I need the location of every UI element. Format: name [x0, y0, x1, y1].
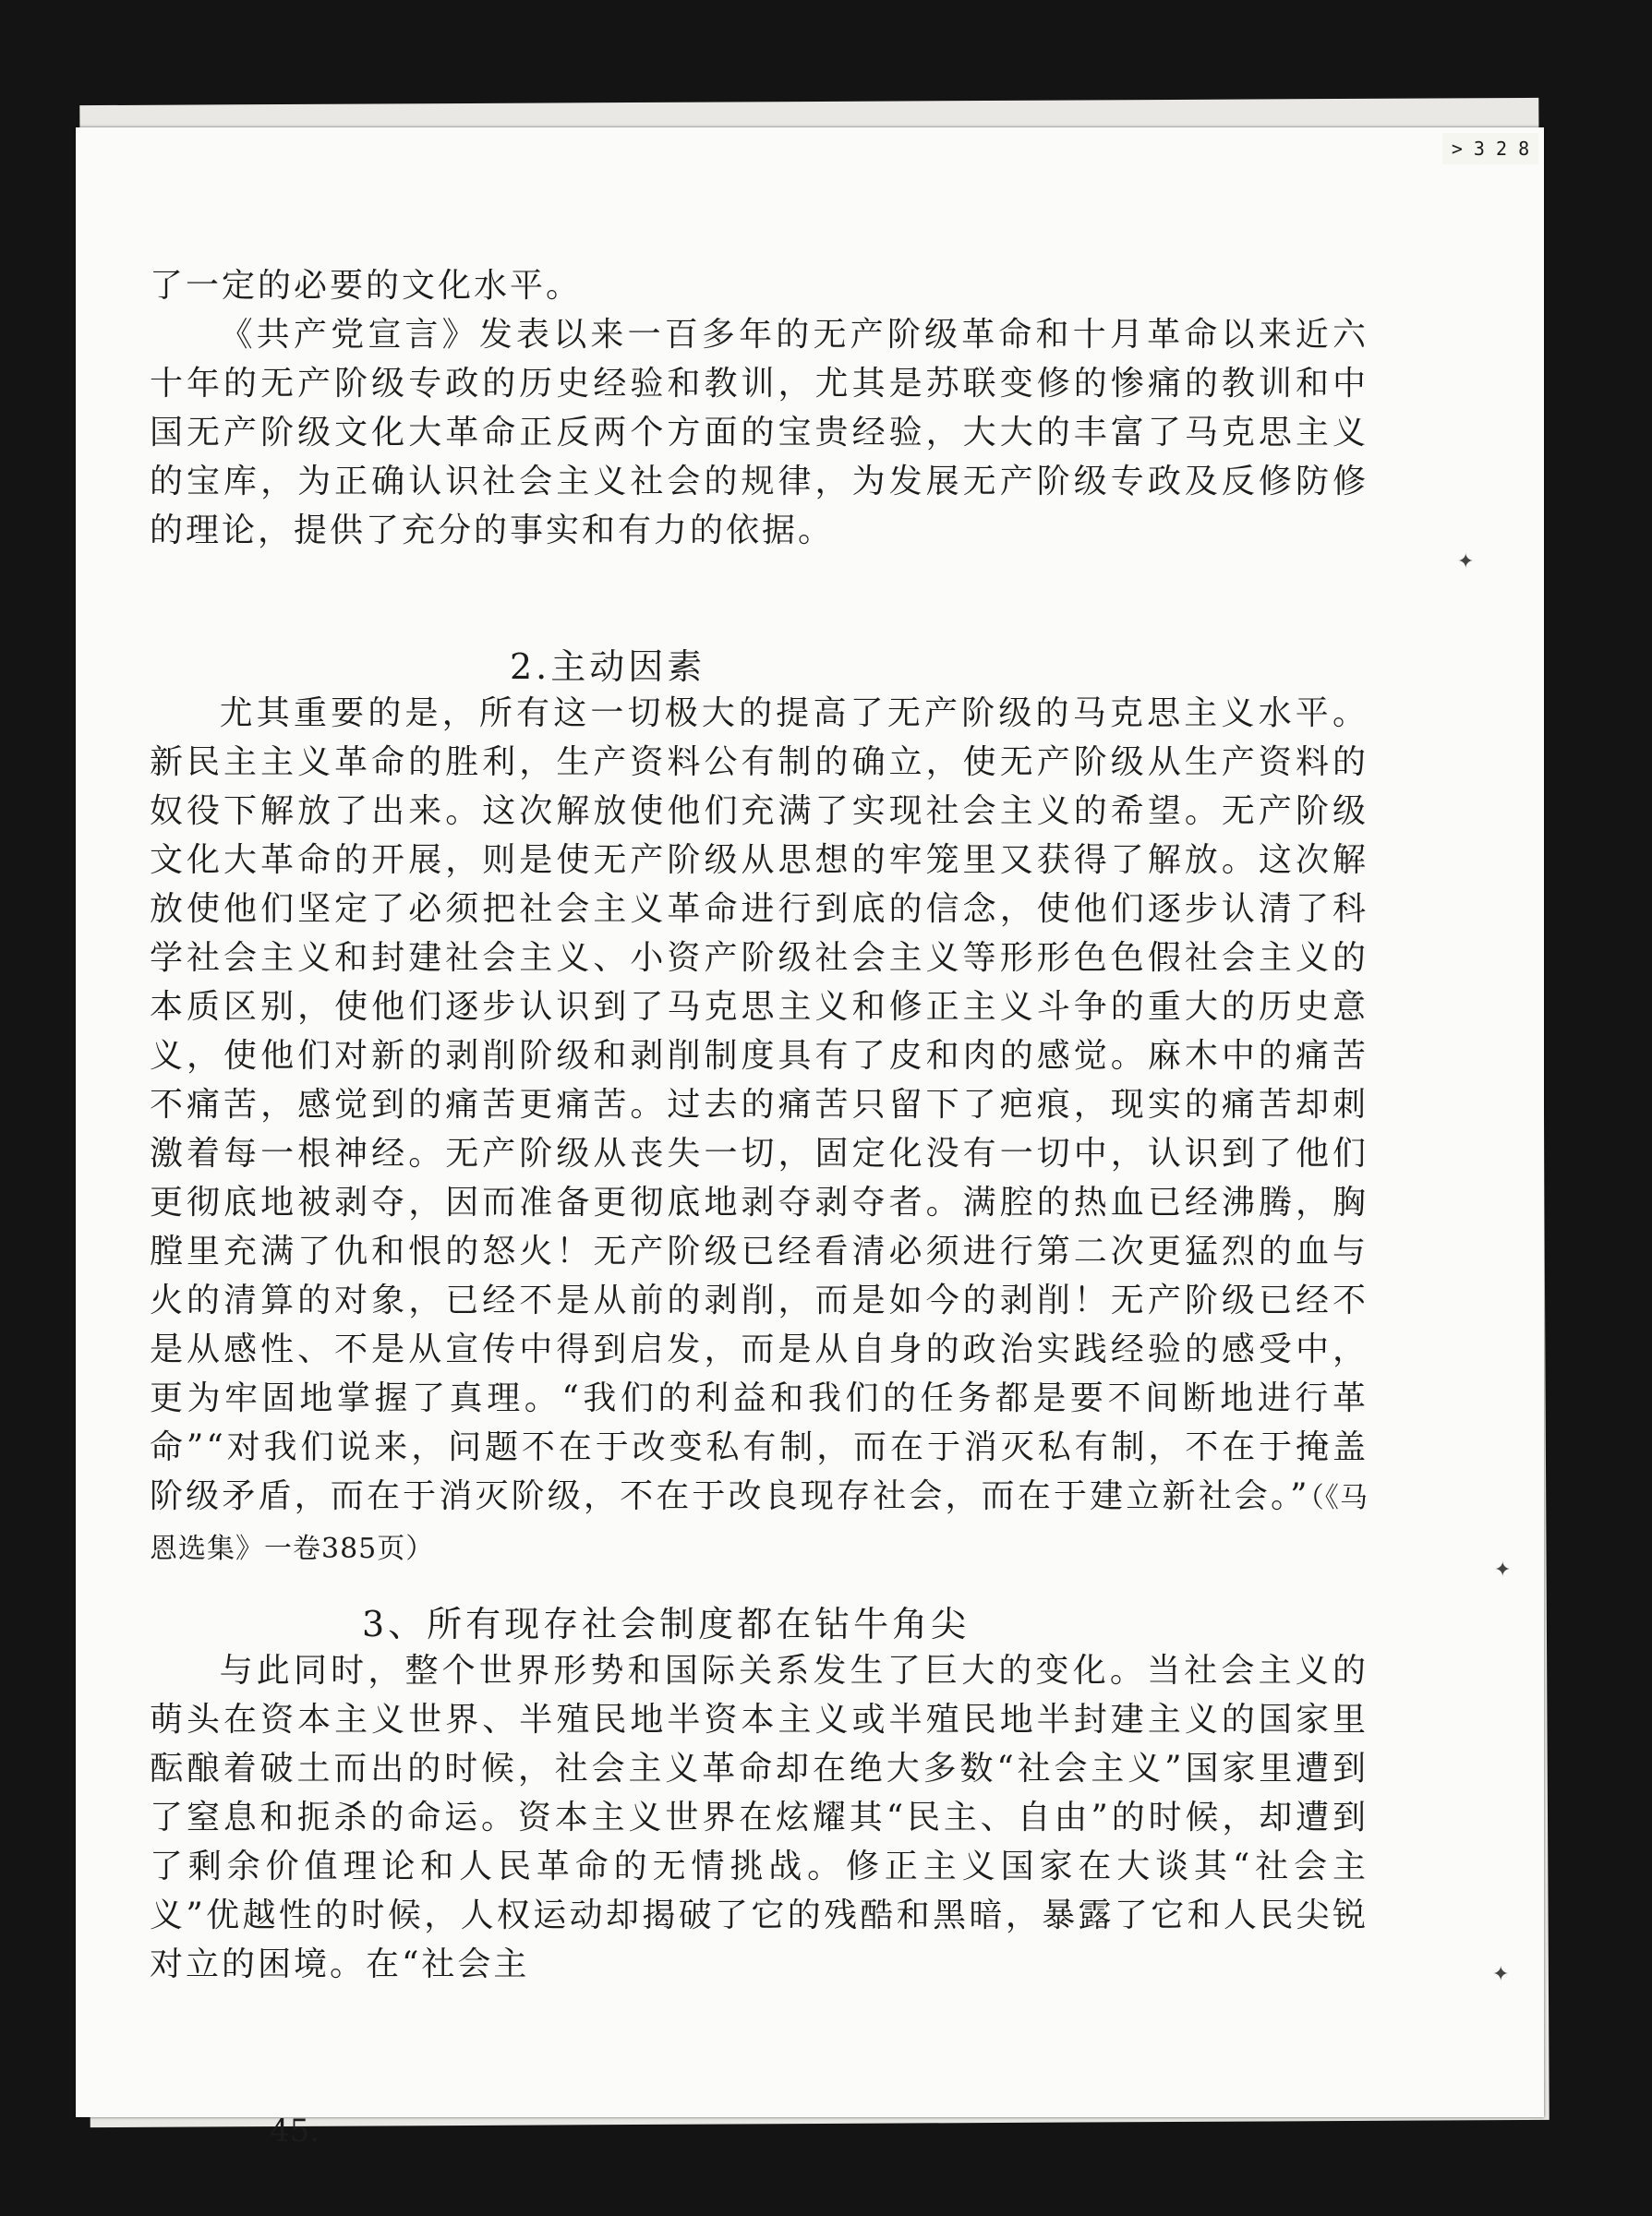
paragraph-2: 《共产党宣言》发表以来一百多年的无产阶级革命和十月革命以来近六十年的无产阶级专政的历史经验和教训，尤其是苏联变修的惨痛的教训和中国无产阶级文化大革命正反两个方面的宝贵经验，大大的丰富了马克思主义的宝库，为正确认识社会主义社会的规律，为发展无产阶级专政及反修防修的理论，提供了充分的事实和有力的依据。	[150, 316, 1369, 549]
section-2-text	[150, 689, 1369, 1573]
paragraph-3-body: 尤其重要的是，所有这一切极大的提高了无产阶级的马克思主义水平。新民主主义革命的胜利，生产资料公有制的确立，使无产阶级从生产资料的奴役下解放了出来。这次解放使他们充满了实现社会主义的希望。无产阶级文化大革命的开展，则是使无产阶级从思想的牢笼里又获得了解放。这次解放使他们坚定了必须把社会主义革命进行到底的信念，使他们逐步认清了科学社会主义和封建社会主义、小资产阶级社会主义等形形色色假社会主义的本质区别，使他们逐步认识到了马克思主义和修正主义斗争的重大的历史意义，使他们对新的剥削阶级和剥削制度具有了皮和肉的感觉。麻木中的痛苦不痛苦，感觉到的痛苦更痛苦。过去的痛苦只留下了疤痕，现实的痛苦却刺激着每一根神经。无产阶级从丧失一切，固定化没有一切中，认识到了他们更彻底地被剥夺，因而准备更彻底地剥夺剥夺者。满腔的热血已经沸腾，胸膛里充满了仇和恨的怒火！无产阶级已经看清必须进行第二次更猛烈的血与火的清算的对象，已经不是从前的剥削，而是如今的剥削！无产阶级已经不是从感性、不是从宣传中得到启发，而是从自身的政治实践经验的感受中，更为牢固地掌握了真理。“我们的利益和我们的任务都是要不间断地进行革命”“对我们说来，问题不在于改变私有制，而在于消灭私有制，不在于掩盖阶级矛盾，而在于消灭阶级，不在于改良现存社会，而在于建立新社会。”	[150, 694, 1369, 1515]
section-3-text	[150, 1646, 1369, 1989]
paragraph-4: 与此同时，整个世界形势和国际关系发生了巨大的变化。当社会主义的萌头在资本主义世界、半殖民地半资本主义或半殖民地半封建主义的国家里酝酿着破土而出的时候，社会主义革命却在绝大多数“社会主义”国家里遭到了窒息和扼杀的命运。资本主义世界在炫耀其“民主、自由”的时候，却遭到了剩余价值理论和人民革命的无情挑战。修正主义国家在大谈其“社会主义”优越性的时候，人权运动却揭破了它的残酷和黑暗，暴露了它和人民尖锐对立的困境。在“社会主	[150, 1652, 1369, 1983]
document-page	[76, 127, 1544, 2150]
page-number: 45.	[270, 2113, 320, 2150]
punch-mark-top: ✦	[1457, 550, 1475, 573]
corner-mark: > 3 2 8	[1442, 133, 1538, 164]
paragraph-3	[150, 689, 1369, 1573]
paragraph-3-citation: （《马恩选集》一卷385页）	[150, 1482, 1369, 1565]
heading-3: 3、所有现存社会制度都在钻牛角尖	[362, 1604, 971, 1644]
punch-mark-middle: ✦	[1494, 1559, 1512, 1582]
paragraph-1: 了一定的必要的文化水平。	[150, 267, 583, 305]
punch-mark-bottom: ✦	[1492, 1963, 1510, 1986]
section-1-text	[150, 261, 1369, 555]
heading-2: 2.主动因素	[510, 646, 706, 687]
